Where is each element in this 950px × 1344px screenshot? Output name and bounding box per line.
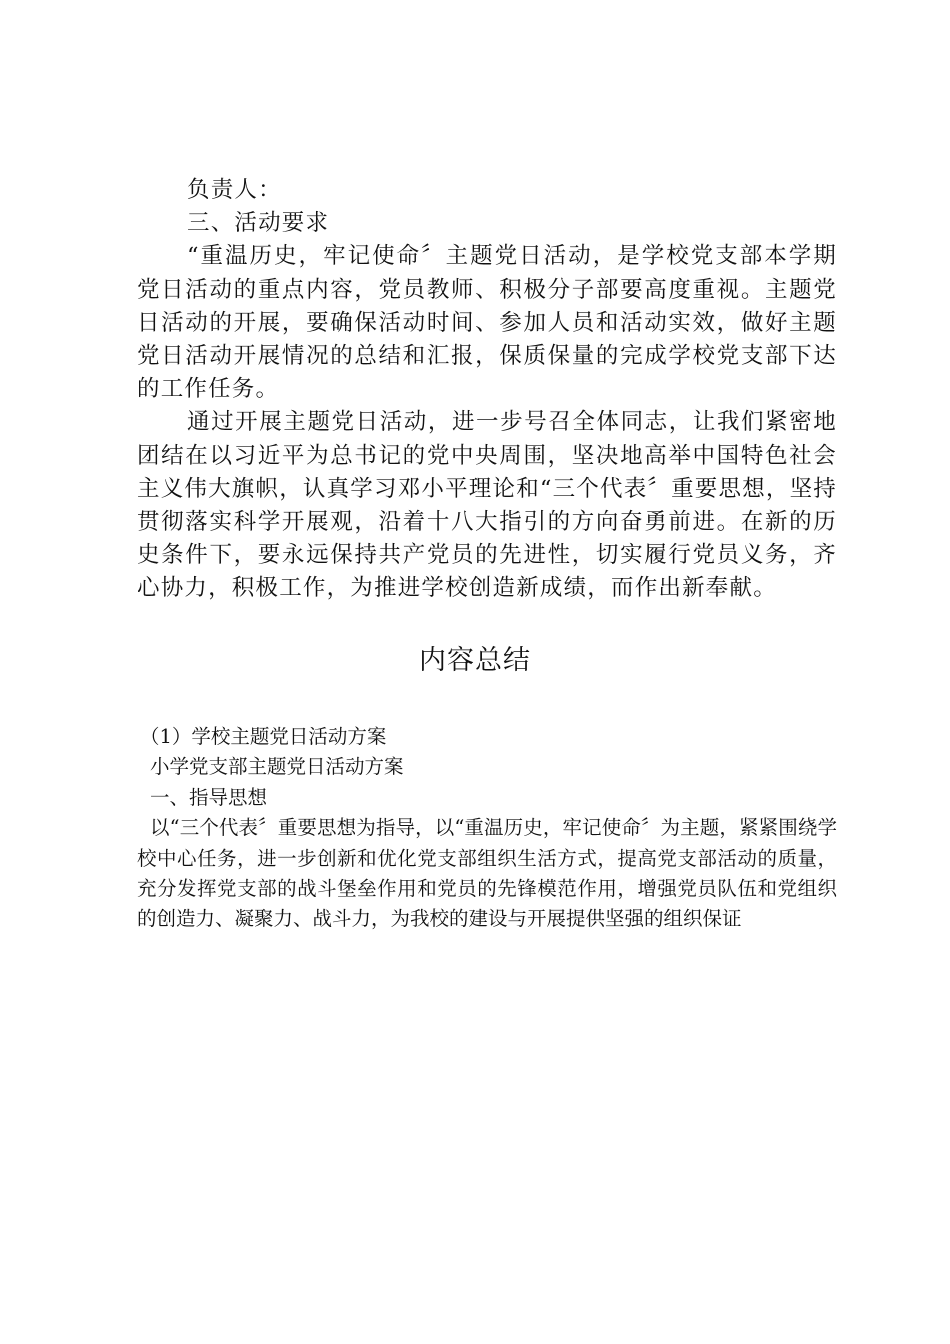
section-three-heading: 三、活动要求 [187,210,330,237]
requirements-paragraph: “重温历史，牢记使命〞主题党日活动，是学校党支部本学期党日活动的重点内容，党员教师、积极分子部要高度重视。主题党日活动的开展，要确保活动时间、参加人员和活动实效，做好主题党日活动开展情况的总结和汇报，保质保量的完成学校党支部下达的工作任务。 [137,243,837,403]
summary-title: 内容总结 [419,645,531,676]
section-one-heading: 一、指导思想 [150,785,268,809]
call-to-action-paragraph: 通过开展主题党日活动，进一步号召全体同志，让我们紧密地团结在以习近平为总书记的党中央周围，坚决地高举中国特色社会主义伟大旗帜，认真学习邓小平理论和“三个代表〞重要思想，坚持贯彻落实科学开展观，沿着十八大指引的方向奋勇前进。在新的历史条件下，要永远保持共产党员的先进性，切实履行党员义务，齐心协力，积极工作，为推进学校创造新成绩，而作出新奉献。 [137,409,838,602]
person-in-charge-line: 负责人： [187,177,282,203]
guiding-thought-paragraph: 以“三个代表〞重要思想为指导，以“重温历史，牢记使命〞为主题，紧紧围绕学校中心任务，进一步创新和优化党支部组织生活方式，提高党支部活动的质量，充分发挥党支部的战斗堡垒作用和党员的先锋模范作用，增强党员队伍和党组织的创造力、凝聚力、战斗力，为我校的建设与开展提供坚强的组织保证 [137,816,837,931]
summary-item-label: （1）学校主题党日活动方案 [140,725,387,748]
activity-plan-body [137,174,837,606]
plan-title: 小学党支部主题党日活动方案 [150,755,404,779]
summary-body [137,722,837,935]
